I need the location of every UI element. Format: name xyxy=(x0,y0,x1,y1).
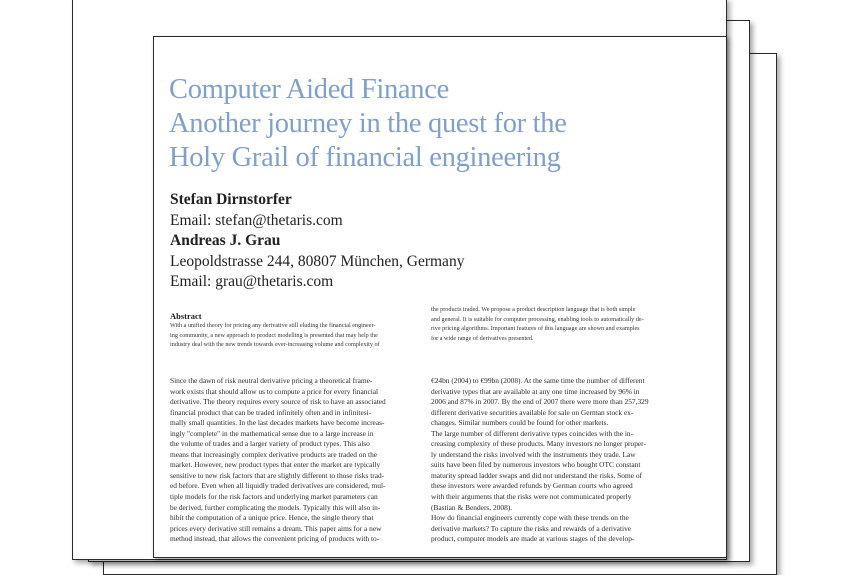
author-block xyxy=(170,190,464,293)
text-line: the products traded. We propose a product description language that is both simple xyxy=(431,306,636,313)
text-line: ing community, a new approach to product modelling is presented that may help the xyxy=(170,331,378,339)
abstract-right-column xyxy=(431,305,681,343)
text-line: and general. It is suitable for computer processing, enabling tools to automatically de- xyxy=(431,315,644,323)
text-line: changes. Similar numbers could be found for other markets. xyxy=(431,418,609,428)
text-line: the volume of trades and a larger variety of product types. This also xyxy=(170,439,370,449)
text-line: tiple models for the risk factors and underlying market parameters can xyxy=(170,492,378,502)
text-line: With a unified theory for pricing any derivative still eluding the financial engineer- xyxy=(170,322,376,329)
text-line: How do financial engineers currently cope with these trends on the xyxy=(431,513,629,523)
text-line: sensitive to new risk factors that are slightly different to those risks trad- xyxy=(170,470,385,480)
body-left-column xyxy=(170,376,422,545)
text-line: rive pricing algorithms. Important features of this language are shown and examples xyxy=(431,325,640,333)
text-line: ingly "complete" in the mathematical sense due to a large increase in xyxy=(170,428,374,438)
text-line: work exists that should allow us to compute a price for every financial xyxy=(170,386,379,396)
title-line: Computer Aided Finance xyxy=(169,74,449,105)
text-line: mally small quantities. In the last decades markets have become increas- xyxy=(170,418,385,428)
text-line: these investors were awarded refunds by German courts who agreed xyxy=(431,481,633,491)
text-line: be derived, further complicating the models. Typically this will also in- xyxy=(170,502,381,512)
text-line: for a wide range of derivatives presented. xyxy=(431,334,534,342)
author-email: Email: grau@thetaris.com xyxy=(170,273,334,290)
text-line: method instead, that allows the convenient pricing of products with to- xyxy=(170,534,380,544)
text-line: €24bn (2004) to €99bn (2008). At the same time the number of different xyxy=(431,376,645,385)
text-line: hibit the computation of a unique price. Hence, the single theory that xyxy=(170,513,374,523)
abstract-heading: Abstract xyxy=(170,311,202,321)
text-line: means that increasingly complex derivative products are traded on the xyxy=(170,449,378,459)
author-name: Andreas J. Grau xyxy=(170,232,281,249)
front-page xyxy=(153,36,727,558)
text-line: different derivative securities available for sale on German stock ex- xyxy=(431,407,634,417)
text-line: prices every derivative still remains a dream. This paper aims for a new xyxy=(170,523,382,533)
author-name: Stefan Dirnstorfer xyxy=(170,191,292,208)
text-line: product, computer models are made at various stages of the develop- xyxy=(431,534,635,544)
text-line: creasing complexity of these products. Many investors no longer proper- xyxy=(431,439,646,449)
paper-title xyxy=(169,73,689,175)
text-line: derivative markets? To capture the risks and rewards of a derivative xyxy=(431,523,632,533)
text-line: with their arguments that the risks were not communicated properly xyxy=(431,492,632,502)
text-line: Since the dawn of risk neutral derivative pricing a theoretical frame- xyxy=(170,376,373,385)
text-line: (Bastian & Benders, 2008). xyxy=(431,502,513,512)
author-email: Email: stefan@thetaris.com xyxy=(170,211,343,229)
text-line: derivative types that are available at any one time increased by 96% in xyxy=(431,386,640,396)
title-line: Holy Grail of financial engineering xyxy=(169,142,561,173)
text-line: derivative. The theory requires every source of risk to have an associated xyxy=(170,397,386,407)
text-line: ed before. Even when all liquidly traded derivatives are considered, mul- xyxy=(170,481,386,491)
abstract-left-column xyxy=(170,321,420,350)
body-right-column xyxy=(431,376,683,545)
text-line: market. However, new product types that enter the market are typically xyxy=(170,460,381,470)
text-line: maturity spread ladder swaps and did not understand the risks. Some of xyxy=(431,470,643,480)
text-line: industry deal with the new trends towards ever-increasing volume and complexity of xyxy=(170,341,380,349)
text-line: ly understand the risks involved with the instruments they trade. Law xyxy=(431,449,636,459)
text-line: 2006 and 87% in 2007. By the end of 2007 there were more than 257,329 xyxy=(431,397,649,407)
text-line: The large number of different derivative types coincides with the in- xyxy=(431,428,634,438)
text-line: suits have been filed by numerous investors who bought OTC constant xyxy=(431,460,641,470)
author-address: Leopoldstrasse 244, 80807 München, Germany xyxy=(170,252,465,270)
title-line: Another journey in the quest for the xyxy=(169,108,567,139)
text-line: financial product that can be traded infinitely often and in infinitesi- xyxy=(170,407,372,417)
